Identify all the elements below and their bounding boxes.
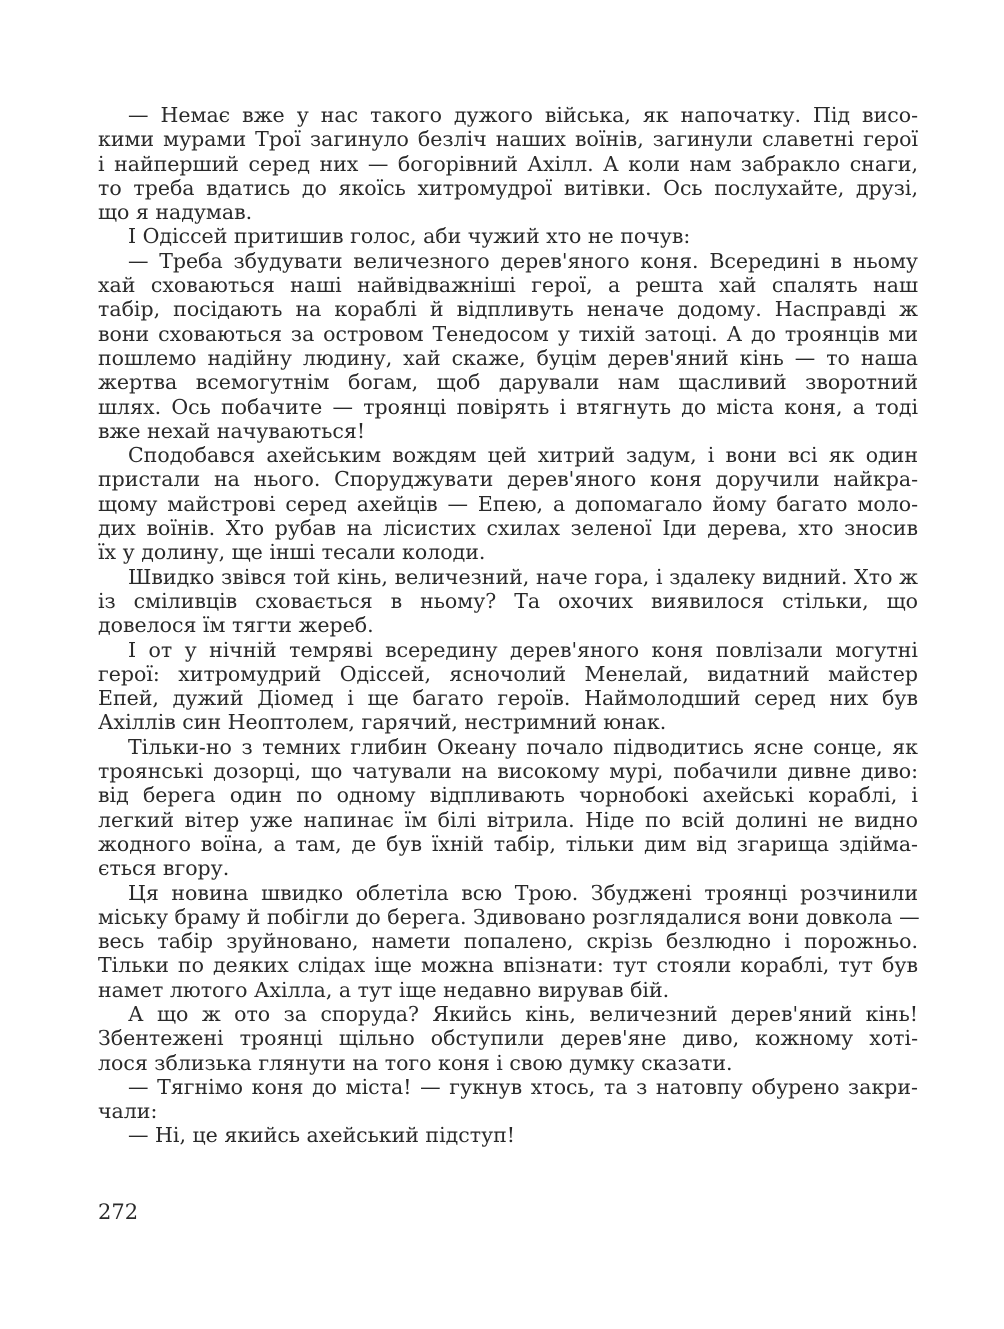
text-line: пристали на нього. Споруджувати дерев'яного коня доручили найкра- — [98, 467, 918, 492]
text-line: їх у долину, ще інші тесали колоди. — [98, 540, 486, 565]
text-line: Тільки-но з темних глибин Океану почало підводитись ясне сонце, як — [128, 734, 918, 759]
text-line: жертва всемогутнім богам, щоб дарували нам щасливий зворотний — [98, 370, 918, 395]
text-line: чали: — [98, 1099, 158, 1124]
text-line: лося зблизька глянути на того коня і свою думку сказати. — [98, 1050, 733, 1075]
text-line: від берега один по одному відпливають чорнобокі ахейські кораблі, і — [98, 783, 918, 808]
text-line: дих воїнів. Хто рубав на лісистих схилах зеленої Іди дерева, хто зносив — [98, 516, 918, 541]
text-line: — Ні, це якийсь ахейський підступ! — [128, 1123, 516, 1148]
text-line: жодного воїна, а там, де був їхній табір, тільки дим від згарища здійма- — [98, 831, 918, 856]
text-line: — Немає вже у нас такого дужого війська, як напочатку. Під висо- — [128, 103, 918, 127]
text-line: троянські дозорці, що чатували на високому мурі, побачили дивне диво: — [98, 759, 918, 784]
text-line: ється вгору. — [98, 856, 230, 881]
text-line: Сподобався ахейським вождям цей хитрий задум, і вони всі як один — [128, 443, 918, 468]
text-line: хай сховаються наші найвідважніші герої, а решта хай спалять наш — [98, 273, 918, 298]
text-line: кими мурами Трої загинуло безліч наших воїнів, загинули славетні герої — [98, 127, 918, 152]
text-line: Ця новина швидко облетіла всю Трою. Збуджені троянці розчинили — [128, 880, 918, 905]
text-line: вони сховаються за островом Тенедосом у тихій затоці. А до троянців ми — [98, 321, 918, 346]
page-text — [98, 103, 918, 1148]
text-line: весь табір зруйновано, намети попалено, скрізь безлюдно і порожньо. — [98, 929, 918, 954]
text-line: із сміливців сховається в ньому? Та охочих виявилося стільки, що — [98, 588, 918, 613]
text-line: довелося їм тягти жереб. — [98, 613, 374, 638]
text-line: А що ж ото за споруда? Якийсь кінь, величезний дерев'яний кінь! — [128, 1001, 918, 1026]
text-line: то треба вдатись до якоїсь хитромудрої витівки. Ось послухайте, друзі, — [98, 175, 918, 200]
text-line: Тільки по деяких слідах іще можна впізнати: тут стояли кораблі, тут був — [98, 953, 918, 978]
text-line: Швидко звівся той кінь, величезний, наче гора, і здалеку видний. Хто ж — [128, 564, 918, 589]
text-line: Ахіллів син Неоптолем, гарячий, нестримний юнак. — [98, 710, 667, 735]
text-line: табір, посідають на кораблі й відпливуть неначе додому. Насправді ж — [98, 297, 918, 322]
text-line: міську браму й побігли до берега. Здивовано розглядалися вони довкола — — [98, 904, 920, 929]
text-line: легкий вітер уже напинає їм білі вітрила. Ніде по всій долині не видно — [98, 807, 918, 832]
text-line: пошлемо надійну людину, хай скаже, буцім дерев'яний кінь — то наша — [98, 345, 918, 370]
text-line: що я надумав. — [98, 200, 253, 225]
text-line: Епей, дужий Діомед і ще багато героїв. Наймолодший серед них був — [98, 686, 918, 711]
text-line: шлях. Ось побачите — троянці повірять і втягнуть до міста коня, а тоді — [98, 394, 918, 419]
text-line: щому майстрові серед ахейців — Епею, а допомагало йому багато моло- — [98, 491, 918, 516]
text-line: герої: хитромудрий Одіссей, ясночолий Менелай, видатний майстер — [98, 661, 918, 686]
page-number: 272 — [98, 1200, 139, 1224]
text-line: І Одіссей притишив голос, аби чужий хто не почув: — [128, 224, 691, 249]
text-line: — Тягнімо коня до міста! — гукнув хтось, та з натовпу обурено закри- — [128, 1074, 918, 1099]
text-line: Збентежені троянці щільно обступили дерев'яне диво, кожному хоті- — [98, 1026, 918, 1051]
text-line: — Треба збудувати величезного дерев'яного коня. Всередині в ньому — [128, 248, 918, 273]
text-line: І от у нічній темряві всередину дерев'яного коня повлізали могутні — [128, 637, 918, 662]
text-line: вже нехай начуваються! — [98, 418, 366, 443]
text-line: намет лютого Ахілла, а тут іще недавно вирував бій. — [98, 977, 670, 1002]
text-line: і найперший серед них — богорівний Ахілл. А коли нам забракло снаги, — [98, 151, 918, 176]
